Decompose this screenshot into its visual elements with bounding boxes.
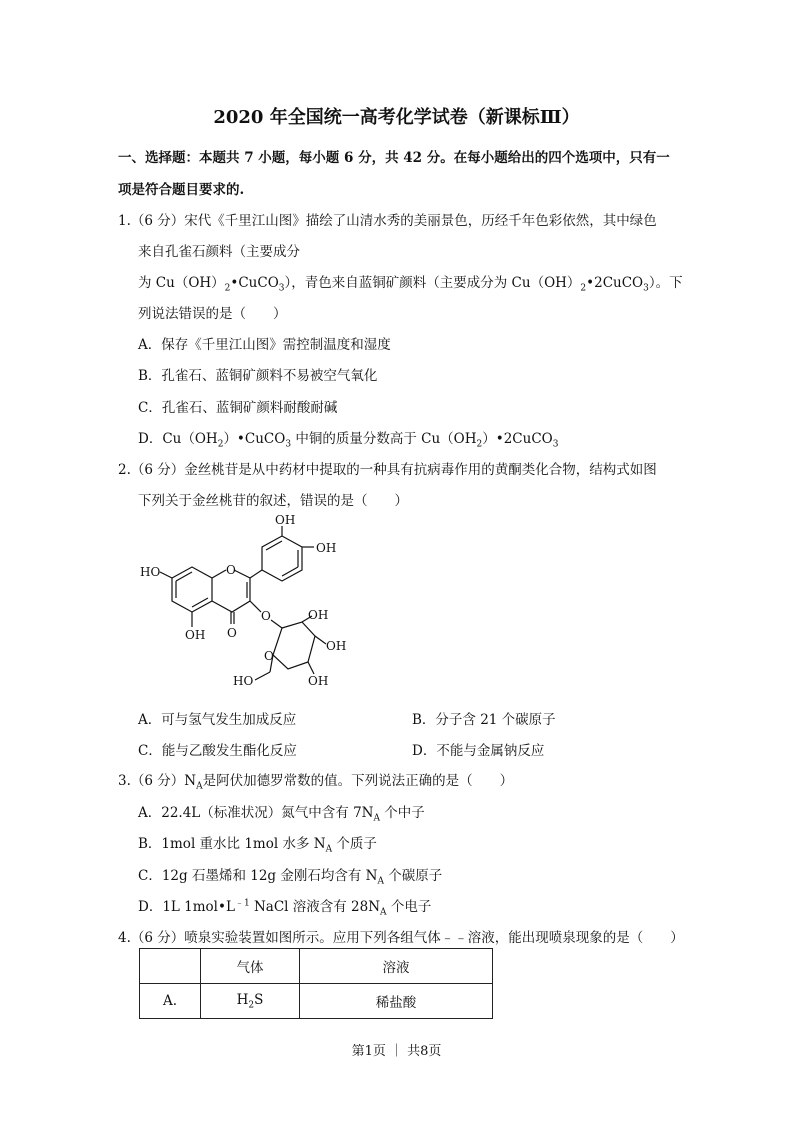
q2-stem-line2: 下列关于金丝桃苷的叙述，错误的是（ ）: [138, 493, 408, 509]
hyperoside-structure-figure: [130, 512, 370, 697]
sugar-oh3-label: OH: [308, 674, 329, 688]
oh-bottom-label: OH: [185, 628, 206, 642]
sugar-ring: [273, 622, 315, 669]
q3-option-d: D．1L $1mol•L^{﹣1}$ NaCl 溶液含有 $28N_A$ 个电子: [138, 898, 432, 918]
q2-option-b: B．分子含 21 个碳原子: [412, 712, 556, 728]
sugar-oh2-label: OH: [326, 639, 347, 653]
table-header-cell: 溶液: [300, 949, 493, 984]
ho-left-label: HO: [140, 565, 161, 579]
q1-option-c: C．孔雀石、蓝铜矿颜料耐酸耐碱: [138, 400, 338, 416]
q3-option-b: B．1mol 重水比 1mol 水多 $N_A$ 个质子: [138, 836, 377, 855]
q1-stem-line2: 来自孔雀石颜料（主要成分: [138, 244, 300, 260]
q3-stem: 3.（6 分）$N_A$是阿伏加德罗常数的值。下列说法正确的是（ ）: [118, 773, 514, 792]
ho-ch2-label: HO: [233, 674, 254, 688]
q4-stem: 4.（6 分）喷泉实验装置如图所示。应用下列各组气体﹣﹣溶液，能出现喷泉现象的是（ ）: [118, 930, 684, 946]
q2-option-a: A．可与氢气发生加成反应: [138, 712, 297, 728]
o-link-label: O: [261, 609, 271, 623]
q4-gas-solution-table: [139, 948, 493, 1019]
table-row: [140, 984, 493, 1019]
q2-option-d: D．不能与金属钠反应: [412, 743, 545, 759]
q1-stem-line3: 为 $Cu(OH)_2•CuCO_3$），青色来自蓝铜矿颜料（主要成分为 $Cu(OH)_2•2CuCO_3$）。下: [138, 275, 683, 294]
table-cell: 稀盐酸: [300, 984, 493, 1019]
page-title: 2020 年全国统一高考化学试卷（新课标Ⅲ）: [213, 107, 580, 128]
q1-stem-line1: 1.（6 分）宋代《千里江山图》描绘了山清水秀的美丽景色，历经千年色彩依然，其中绿色: [118, 213, 657, 229]
q1-option-d: D．$Cu(OH_2)•CuCO_3$ 中铜的质量分数高于 $Cu(OH_2)•2CuCO_3$: [138, 431, 559, 450]
table-header-cell: 气体: [201, 949, 300, 984]
q3-option-c: C．12g 石墨烯和 12g 金刚石均含有 $N_A$ 个碳原子: [138, 868, 443, 887]
oh-right-label: OH: [316, 541, 337, 555]
section-heading-line2: 项是符合题目要求的.: [118, 182, 245, 198]
o-ring-label: O: [226, 563, 236, 577]
sugar-o-label: O: [264, 649, 274, 663]
q1-option-b: B．孔雀石、蓝铜矿颜料不易被空气氧化: [138, 368, 378, 384]
q2-option-c: C．能与乙酸发生酯化反应: [138, 743, 297, 759]
page-footer: 第1页 ｜ 共8页: [351, 1044, 442, 1059]
sugar-oh1-label: OH: [308, 608, 329, 622]
table-cell: $H_2S$: [201, 984, 300, 1019]
table-header-row: [140, 949, 493, 984]
section-heading-line1: 一、选择题：本题共 7 小题，每小题 6 分，共 42 分。在每小题给出的四个选项中，只有一: [118, 150, 670, 166]
table-header-cell: [140, 949, 201, 984]
q1-option-a: A．保存《千里江山图》需控制温度和湿度: [138, 337, 391, 353]
oh-top-label: OH: [275, 513, 296, 527]
ring-a: [172, 567, 212, 612]
o-keto-label: O: [227, 626, 237, 640]
table-cell: A.: [140, 984, 201, 1019]
q2-stem-line1: 2.（6 分）金丝桃苷是从中药材中提取的一种具有抗病毒作用的黄酮类化合物，结构式如图: [118, 462, 657, 478]
q1-stem-line4: 列说法错误的是（ ）: [138, 306, 287, 322]
ring-b: [262, 536, 302, 581]
q3-option-a: A．22.4L（标准状况）氮气中含有 $7N_A$ 个中子: [138, 805, 425, 824]
